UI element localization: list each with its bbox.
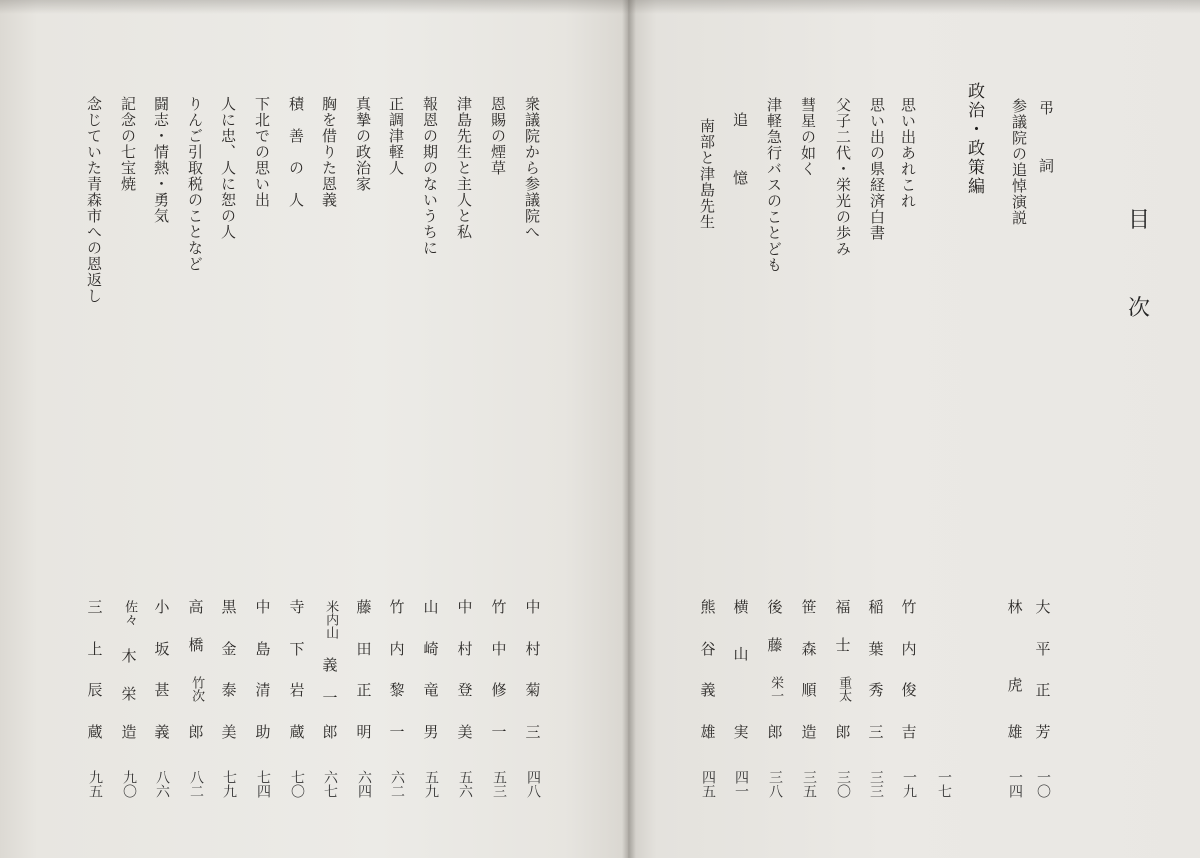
toc-page-number: 九五 xyxy=(87,770,103,798)
toc-entry-author: 竹 内 俊 吉 xyxy=(901,598,917,741)
toc-page-number: 五九 xyxy=(423,770,439,798)
toc-page-number: 六四 xyxy=(356,770,372,798)
toc-page-number: 一九 xyxy=(901,770,917,798)
toc-page-number: 四五 xyxy=(700,770,716,798)
toc-title-char-2: 次 xyxy=(1128,296,1151,321)
toc-entry-author: 稲 葉 秀 三 xyxy=(868,598,884,741)
toc-entry-author: 小 坂 甚 義 xyxy=(154,598,170,741)
toc-page-number: 三三 xyxy=(868,770,884,798)
toc-entry-author: 藤 田 正 明 xyxy=(356,598,372,741)
toc-page-number: 七四 xyxy=(255,770,271,798)
toc-entry-author: 中 村 菊 三 xyxy=(525,598,541,741)
toc-entry-author: 佐々 木 栄 造 xyxy=(121,600,138,741)
toc-entry-title: 正調津軽人 xyxy=(387,96,405,176)
toc-entry-author: 林 虎 雄 xyxy=(1007,598,1023,741)
toc-page-number: 三八 xyxy=(767,770,783,798)
toc-entry-title: 参議院の追悼演説 xyxy=(1010,98,1028,226)
toc-entry-author: 大 平 正 芳 xyxy=(1035,598,1051,741)
toc-entry-title: 胸を借りた恩義 xyxy=(320,96,338,208)
toc-page-number: 八六 xyxy=(154,770,170,798)
toc-page-number: 三五 xyxy=(801,770,817,798)
toc-page-number: 四八 xyxy=(525,770,541,798)
toc-page-number: 六七 xyxy=(322,770,338,798)
toc-entry-author: 竹 内 黎 一 xyxy=(389,598,405,741)
toc-entry-title: 津軽急行バスのことども xyxy=(765,97,783,273)
toc-entry-title: 追 憶 xyxy=(731,112,749,199)
toc-page-number: 八二 xyxy=(188,770,204,798)
toc-entry-author: 寺 下 岩 蔵 xyxy=(289,598,305,741)
toc-page-number: 一四 xyxy=(1007,770,1023,798)
toc-entry-title: 父子二代・栄光の歩み xyxy=(834,97,852,257)
toc-page-number: 五六 xyxy=(457,770,473,798)
toc-entry-title: 衆議院から参議院へ xyxy=(523,96,541,240)
toc-entry-author: 米内山 義 一 郎 xyxy=(322,600,339,741)
toc-page-number: 九〇 xyxy=(121,770,137,798)
toc-entry-title: 積 善 の 人 xyxy=(287,96,305,208)
toc-entry-title: 津島先生と主人と私 xyxy=(455,96,473,240)
toc-title-char-1: 目 xyxy=(1128,208,1151,233)
toc-entry-author: 竹 中 修 一 xyxy=(491,598,507,741)
toc-page-number: 四一 xyxy=(733,770,749,798)
toc-entry-author: 黒 金 泰 美 xyxy=(221,598,237,741)
top-edge-shadow xyxy=(0,0,1200,14)
toc-entry-author: 山 崎 竜 男 xyxy=(423,598,439,741)
toc-entry-author: 中 村 登 美 xyxy=(457,598,473,741)
toc-page-number: 六二 xyxy=(389,770,405,798)
toc-entry-author: 福 士 重太 郎 xyxy=(835,598,852,741)
toc-page-number: 七九 xyxy=(221,770,237,798)
toc-entry-title: 闘志・情熱・勇気 xyxy=(152,96,170,224)
toc-entry-title: 下北での思い出 xyxy=(253,96,271,208)
toc-page-number: 七〇 xyxy=(289,770,305,798)
toc-entry-title: 真摯の政治家 xyxy=(354,96,372,192)
toc-entry-title: 彗星の如く xyxy=(799,97,817,177)
toc-entry-title: 念じていた青森市への恩返し xyxy=(85,96,103,304)
toc-page-number: 五三 xyxy=(491,770,507,798)
toc-entry-author: 横 山 実 xyxy=(733,598,749,741)
toc-entry-author: 熊 谷 義 雄 xyxy=(700,598,716,741)
toc-entry-title: 人に忠、人に恕の人 xyxy=(219,96,237,240)
toc-page-number: 三〇 xyxy=(835,770,851,798)
toc-page-number: 一七 xyxy=(936,770,952,798)
toc-entry-title: 恩賜の煙草 xyxy=(489,96,507,176)
toc-entry-title: 報恩の期のないうちに xyxy=(421,96,439,256)
toc-entry-author: 笹 森 順 造 xyxy=(801,598,817,741)
toc-entry-author: 高 橋 竹次 郎 xyxy=(188,598,205,741)
toc-entry-author: 中 島 清 助 xyxy=(255,598,271,741)
toc-entry-title: 南部と津島先生 xyxy=(698,118,716,230)
toc-entry-title: りんご引取税のことなど xyxy=(186,96,204,272)
toc-entry-title: 弔 詞 xyxy=(1037,100,1055,187)
toc-entry-title: 思い出あれこれ xyxy=(899,97,917,209)
book-gutter xyxy=(622,0,636,858)
toc-entry-title: 記念の七宝焼 xyxy=(119,96,137,192)
toc-entry-title: 思い出の県経済白書 xyxy=(868,97,886,241)
toc-page-number: 一〇 xyxy=(1035,770,1051,798)
section-title: 政治・政策編 xyxy=(964,82,984,196)
toc-entry-author: 三 上 辰 蔵 xyxy=(87,598,103,741)
toc-entry-author: 後 藤 栄一 郎 xyxy=(767,598,784,741)
